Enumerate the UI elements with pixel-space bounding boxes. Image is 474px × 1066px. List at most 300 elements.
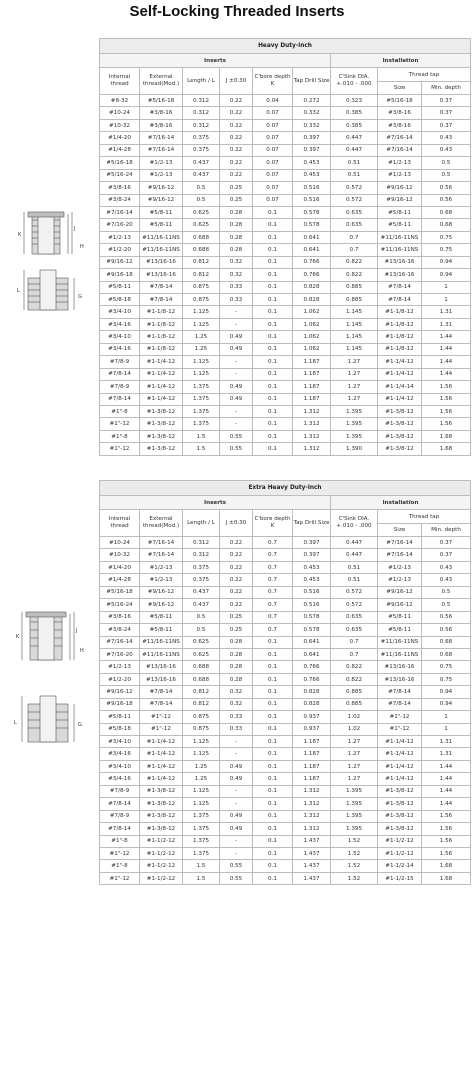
table-cell: 1.44 <box>422 343 471 355</box>
table-cell: 0.1 <box>253 269 293 281</box>
col-header-cbore: C'bore depth K <box>253 68 293 95</box>
table-cell: 0.22 <box>220 574 253 586</box>
table-cell: 0.578 <box>293 624 331 636</box>
table-cell: 0.578 <box>293 219 331 231</box>
col-header-external-thread: External thread(Mod.) <box>140 68 183 95</box>
table-cell: 0.55 <box>220 443 253 455</box>
table-cell: 0.688 <box>183 244 220 256</box>
table-cell: #7/16-14 <box>140 144 183 156</box>
table-cell: 0.885 <box>331 281 378 293</box>
table-cell: #7/8-14 <box>378 281 422 293</box>
table-cell: 0.635 <box>331 219 378 231</box>
table-cell: 0.1 <box>253 686 293 698</box>
table-cell: #1-3/8-12 <box>140 785 183 797</box>
table-cell: 1.375 <box>183 418 220 430</box>
table-cell: 0.32 <box>220 269 253 281</box>
table-cell: #1-1/2-12 <box>140 860 183 872</box>
table-cell: 0.56 <box>422 611 471 623</box>
table-cell: 1.187 <box>293 773 331 785</box>
table-cell: #7/16-14 <box>140 549 183 561</box>
table-cell: #1-1/4-12 <box>378 368 422 380</box>
col-header-cbore: C'bore depth K <box>253 510 293 537</box>
table-cell: 0.635 <box>331 206 378 218</box>
table-row <box>100 760 471 772</box>
table-row <box>100 206 471 218</box>
table-cell: #1-1/4-12 <box>140 748 183 760</box>
table-row <box>100 698 471 710</box>
table-cell: 1.375 <box>183 835 220 847</box>
table-cell: 0.828 <box>293 281 331 293</box>
table-row <box>100 798 471 810</box>
table-cell: #3/8-16 <box>140 107 183 119</box>
table-cell: #7/8-14 <box>140 698 183 710</box>
table-cell: 0.75 <box>422 673 471 685</box>
table-cell: #7/16-14 <box>378 144 422 156</box>
table-cell: 0.37 <box>422 95 471 107</box>
table-cell: #5/16-18 <box>378 95 422 107</box>
table-cell: 0.28 <box>220 244 253 256</box>
table-cell: #1"-12 <box>100 418 140 430</box>
table-cell: 0.22 <box>220 561 253 573</box>
table-cell: 0.1 <box>253 418 293 430</box>
table-cell: 0.875 <box>183 281 220 293</box>
table-cell: #9/16-12 <box>378 194 422 206</box>
table-cell: 1.395 <box>331 798 378 810</box>
table-cell: 1.187 <box>293 760 331 772</box>
table-cell: - <box>220 736 253 748</box>
table-cell: 0.635 <box>331 611 378 623</box>
table-cell: 0.22 <box>220 144 253 156</box>
table-cell: 0.1 <box>253 306 293 318</box>
table-cell: #1-1/8-12 <box>378 306 422 318</box>
table-cell: 0.828 <box>293 698 331 710</box>
table-cell: 1.062 <box>293 306 331 318</box>
table-cell: 0.1 <box>253 723 293 735</box>
table-cell: 0.94 <box>422 256 471 268</box>
table-row <box>100 256 471 268</box>
table-cell: #1-1/4-12 <box>140 368 183 380</box>
table-cell: 0.812 <box>183 686 220 698</box>
table-cell: 0.7 <box>253 586 293 598</box>
table-cell: 1.062 <box>293 318 331 330</box>
dim-label-j: J <box>76 628 78 634</box>
table-cell: 0.641 <box>293 648 331 660</box>
table-cell: #1/2-13 <box>100 231 140 243</box>
table-row <box>100 611 471 623</box>
table-cell: 0.04 <box>253 95 293 107</box>
table-cell: 0.43 <box>422 132 471 144</box>
table-cell: #5/8-11 <box>100 711 140 723</box>
table-cell: 0.828 <box>293 686 331 698</box>
dim-label-h: H <box>80 648 84 654</box>
table-cell: 0.572 <box>331 194 378 206</box>
table-cell: 1.062 <box>293 343 331 355</box>
table-cell: #10-24 <box>100 107 140 119</box>
table-cell: #9/16-12 <box>140 182 183 194</box>
table-cell: #3/8-16 <box>378 107 422 119</box>
table-cell: 0.1 <box>253 244 293 256</box>
table-cell: 1.25 <box>183 343 220 355</box>
table-cell: 0.578 <box>293 206 331 218</box>
table-cell: 0.385 <box>331 119 378 131</box>
table-cell: #1-3/8-12 <box>140 443 183 455</box>
col-header-csink: C'Sink DIA. +.010 - .000 <box>331 510 378 537</box>
table-row <box>100 636 471 648</box>
table-cell: 0.49 <box>220 773 253 785</box>
table-cell: 0.312 <box>183 107 220 119</box>
table-cell: #1/2-13 <box>378 157 422 169</box>
table-cell: 0.43 <box>422 144 471 156</box>
page-title: Self-Locking Threaded Inserts <box>129 3 345 20</box>
group-header-installation: Installation <box>331 54 471 68</box>
table-cell: 0.375 <box>183 144 220 156</box>
table-cell: 0.885 <box>331 294 378 306</box>
table-cell: 1.125 <box>183 748 220 760</box>
table-cell: 0.1 <box>253 661 293 673</box>
table-cell: 0.1 <box>253 711 293 723</box>
table-cell: - <box>220 418 253 430</box>
table-cell: 1.56 <box>422 381 471 393</box>
table-cell: 0.25 <box>220 182 253 194</box>
table-cell: 0.22 <box>220 107 253 119</box>
table-cell: 0.1 <box>253 798 293 810</box>
table-cell: #13/16-16 <box>140 661 183 673</box>
table-cell: #1-3/8-12 <box>378 443 422 455</box>
table-cell: #7/8-14 <box>100 393 140 405</box>
table-cell: 0.75 <box>422 661 471 673</box>
table-cell: 1.312 <box>293 405 331 417</box>
table-cell: #1"-8 <box>100 430 140 442</box>
table-cell: 0.1 <box>253 673 293 685</box>
table-cell: 0.22 <box>220 119 253 131</box>
table-cell: 0.453 <box>293 561 331 573</box>
table-row <box>100 860 471 872</box>
table-cell: #13/16-16 <box>140 269 183 281</box>
table-cell: 1.56 <box>422 418 471 430</box>
table-row <box>100 119 471 131</box>
table-cell: 0.5 <box>422 169 471 181</box>
table-cell: 1.27 <box>331 393 378 405</box>
table-cell: #11/16-11NS <box>378 636 422 648</box>
table-cell: 1.125 <box>183 368 220 380</box>
table-cell: #1"-8 <box>100 860 140 872</box>
table-cell: 1.062 <box>293 331 331 343</box>
table-cell: #3/4-16 <box>100 343 140 355</box>
table-cell: 1.375 <box>183 393 220 405</box>
dim-label-j: J <box>74 226 76 232</box>
table-cell: 0.07 <box>253 119 293 131</box>
table-cell: 0.49 <box>220 823 253 835</box>
table-cell: 0.68 <box>422 206 471 218</box>
table-cell: 0.332 <box>293 119 331 131</box>
table-cell: 1.68 <box>422 860 471 872</box>
table-cell: #5/8-11 <box>378 219 422 231</box>
table-cell: #5/8-11 <box>140 219 183 231</box>
table-cell: #1-3/8-12 <box>140 418 183 430</box>
group-header-inserts: Inserts <box>100 54 331 68</box>
table-cell: #1-3/8-12 <box>378 785 422 797</box>
table-cell: 0.7 <box>331 231 378 243</box>
table-row <box>100 872 471 884</box>
table-cell: #1-1/4-12 <box>140 393 183 405</box>
table-cell: #7/16-14 <box>378 132 422 144</box>
table-cell: #1"-12 <box>100 847 140 859</box>
table-cell: 0.28 <box>220 231 253 243</box>
table-row <box>100 443 471 455</box>
table-cell: 0.7 <box>253 574 293 586</box>
table-cell: 0.437 <box>183 599 220 611</box>
dim-label-k: K <box>18 232 22 238</box>
table-cell: 0.94 <box>422 698 471 710</box>
table-row <box>100 686 471 698</box>
table-cell: 0.312 <box>183 119 220 131</box>
col-header-size: Size <box>378 524 422 537</box>
table-cell: 0.625 <box>183 648 220 660</box>
table-cell: 1.187 <box>293 381 331 393</box>
table-cell: #3/8-16 <box>140 119 183 131</box>
table-cell: 0.1 <box>253 281 293 293</box>
col-header-length: Length / L <box>183 68 220 95</box>
table-cell: #7/8-9 <box>100 381 140 393</box>
table-cell: #5/16-18 <box>140 95 183 107</box>
table-cell: 0.51 <box>331 169 378 181</box>
table-cell: #1"-12 <box>378 711 422 723</box>
table-cell: 0.33 <box>220 294 253 306</box>
table-cell: 1.02 <box>331 711 378 723</box>
table-cell: 1.375 <box>183 847 220 859</box>
table-cell: 1.56 <box>422 835 471 847</box>
table-row <box>100 418 471 430</box>
table-cell: 0.32 <box>220 256 253 268</box>
table-cell: #7/8-9 <box>100 810 140 822</box>
table-cell: #1/2-13 <box>378 169 422 181</box>
table-row <box>100 810 471 822</box>
table-cell: #5/8-18 <box>100 723 140 735</box>
table-cell: #1/2-13 <box>140 157 183 169</box>
table-cell: 0.22 <box>220 157 253 169</box>
table-cell: 0.94 <box>422 686 471 698</box>
table-cell: #1-1/8-12 <box>378 331 422 343</box>
table-cell: 0.635 <box>331 624 378 636</box>
table-cell: 0.43 <box>422 574 471 586</box>
col-header-min-depth: Min. depth <box>422 524 471 537</box>
table-cell: 0.37 <box>422 549 471 561</box>
col-header-thread-tap: Thread tap <box>378 68 471 82</box>
table-cell: 0.22 <box>220 549 253 561</box>
table-row <box>100 599 471 611</box>
table-cell: #9/16-12 <box>140 194 183 206</box>
table-cell: 0.516 <box>293 586 331 598</box>
table-cell: 1.68 <box>422 443 471 455</box>
table-cell: 0.22 <box>220 169 253 181</box>
heavy-duty-table <box>99 38 471 456</box>
table-row <box>100 144 471 156</box>
table-cell: 1.27 <box>331 381 378 393</box>
table-cell: 0.625 <box>183 219 220 231</box>
table-cell: 1.395 <box>331 405 378 417</box>
table-cell: 1 <box>422 294 471 306</box>
table-row <box>100 182 471 194</box>
table-cell: 1.52 <box>331 847 378 859</box>
table-cell: 1.44 <box>422 368 471 380</box>
table-cell: 1.312 <box>293 810 331 822</box>
table-cell: 0.55 <box>220 860 253 872</box>
table-cell: 0.22 <box>220 132 253 144</box>
table-cell: #5/8-11 <box>378 611 422 623</box>
table-cell: #1-1/8-12 <box>378 318 422 330</box>
table-cell: 0.822 <box>331 256 378 268</box>
table-cell: #1-1/4-12 <box>378 736 422 748</box>
table-cell: 0.7 <box>253 549 293 561</box>
table-cell: 0.49 <box>220 810 253 822</box>
table-cell: #1-1/4-12 <box>140 356 183 368</box>
table-cell: 0.75 <box>422 231 471 243</box>
table-cell: #1-3/8-12 <box>378 810 422 822</box>
table-cell: - <box>220 405 253 417</box>
insert-diagram-extra <box>0 600 98 728</box>
table-cell: 1.187 <box>293 736 331 748</box>
table-cell: 0.49 <box>220 760 253 772</box>
table-cell: 0.1 <box>253 294 293 306</box>
table-cell: #5/16-18 <box>100 586 140 598</box>
table-cell: 0.453 <box>293 157 331 169</box>
table-cell: 1.375 <box>183 381 220 393</box>
table-cell: 1.437 <box>293 847 331 859</box>
table-cell: #5/8-11 <box>378 206 422 218</box>
table-cell: 1.125 <box>183 356 220 368</box>
table-cell: 0.33 <box>220 723 253 735</box>
table-cell: 0.28 <box>220 206 253 218</box>
table-cell: #1/4-28 <box>100 574 140 586</box>
table-cell: 0.07 <box>253 144 293 156</box>
table-cell: 0.641 <box>293 244 331 256</box>
table-cell: #3/8-16 <box>378 119 422 131</box>
table-cell: 0.516 <box>293 599 331 611</box>
table-cell: 0.437 <box>183 169 220 181</box>
table-row <box>100 95 471 107</box>
table-cell: 1.395 <box>331 785 378 797</box>
table-cell: #7/16-14 <box>140 537 183 549</box>
table-cell: #1/4-20 <box>100 561 140 573</box>
col-header-size: Size <box>378 82 422 95</box>
table-cell: 0.1 <box>253 356 293 368</box>
table-cell: 0.22 <box>220 95 253 107</box>
table-cell: 0.5 <box>183 611 220 623</box>
table-cell: 0.28 <box>220 636 253 648</box>
table-cell: 0.22 <box>220 586 253 598</box>
table-cell: 0.1 <box>253 748 293 760</box>
table-cell: 1.31 <box>422 318 471 330</box>
table-cell: 1.312 <box>293 443 331 455</box>
table-cell: #3/4-16 <box>100 773 140 785</box>
table-cell: #9/16-12 <box>140 599 183 611</box>
table-cell: 0.272 <box>293 95 331 107</box>
table-cell: #9/16-18 <box>100 269 140 281</box>
table-row <box>100 231 471 243</box>
table-cell: #1/2-13 <box>140 574 183 586</box>
table-cell: #13/16-16 <box>140 673 183 685</box>
table-row <box>100 430 471 442</box>
table-cell: 0.1 <box>253 847 293 859</box>
table-cell: - <box>220 798 253 810</box>
table-cell: 1.375 <box>183 823 220 835</box>
col-header-min-depth: Min. depth <box>422 82 471 95</box>
table-cell: #1"-8 <box>100 835 140 847</box>
table-cell: 1 <box>422 281 471 293</box>
table-cell: 1.312 <box>293 823 331 835</box>
table-cell: #1-1/2-12 <box>140 847 183 859</box>
table-cell: 0.51 <box>331 157 378 169</box>
table-cell: #1-3/8-12 <box>378 798 422 810</box>
table-cell: #1-1/8-12 <box>140 343 183 355</box>
table-cell: 0.397 <box>293 549 331 561</box>
table-cell: 0.572 <box>331 599 378 611</box>
col-header-thread-tap: Thread tap <box>378 510 471 524</box>
table-cell: #5/8-11 <box>100 281 140 293</box>
table-cell: 1.437 <box>293 872 331 884</box>
table-cell: #7/8-14 <box>140 686 183 698</box>
table-cell: 0.07 <box>253 132 293 144</box>
table-cell: 1.125 <box>183 318 220 330</box>
table-cell: - <box>220 748 253 760</box>
table-cell: 1.52 <box>331 835 378 847</box>
table-cell: 1.437 <box>293 835 331 847</box>
table-cell: 0.1 <box>253 736 293 748</box>
table-cell: 0.937 <box>293 711 331 723</box>
table-cell: 0.688 <box>183 661 220 673</box>
table-cell: 0.1 <box>253 318 293 330</box>
table-cell: 0.1 <box>253 810 293 822</box>
table-row <box>100 356 471 368</box>
table-cell: 0.1 <box>253 860 293 872</box>
table-cell: #1-1/8-12 <box>378 343 422 355</box>
table-cell: 0.1 <box>253 343 293 355</box>
table-cell: #1-3/8-12 <box>140 810 183 822</box>
table-cell: #1-3/8-12 <box>378 405 422 417</box>
table-cell: #3/4-10 <box>100 760 140 772</box>
table-cell: #1-1/2-15 <box>378 872 422 884</box>
table-cell: 1.312 <box>293 785 331 797</box>
table-row <box>100 343 471 355</box>
table-row <box>100 107 471 119</box>
table-cell: #1-1/4-12 <box>140 773 183 785</box>
table-cell: - <box>220 356 253 368</box>
table-cell: 1.44 <box>422 760 471 772</box>
table-cell: 1.25 <box>183 773 220 785</box>
table-row <box>100 673 471 685</box>
table-cell: 0.7 <box>253 624 293 636</box>
table-cell: 0.55 <box>220 430 253 442</box>
col-header-internal-thread: Internal thread <box>100 68 140 95</box>
col-header-tap-drill: Tap Drill Size <box>293 510 331 537</box>
table-cell: #7/16-14 <box>100 636 140 648</box>
table-cell: 0.323 <box>331 95 378 107</box>
table-row <box>100 561 471 573</box>
table-cell: 0.49 <box>220 393 253 405</box>
table-cell: 1.27 <box>331 736 378 748</box>
table-cell: 0.49 <box>220 343 253 355</box>
table-cell: #1-1/8-12 <box>140 331 183 343</box>
table-cell: #1-3/8-12 <box>378 418 422 430</box>
table-cell: #1-3/8-12 <box>140 823 183 835</box>
table-cell: 0.766 <box>293 256 331 268</box>
table-cell: 0.37 <box>422 107 471 119</box>
dim-label-g: G <box>78 722 82 728</box>
table-cell: #7/8-14 <box>378 294 422 306</box>
table-cell: 1.02 <box>331 723 378 735</box>
table-cell: 0.07 <box>253 194 293 206</box>
table-cell: #1"-12 <box>100 443 140 455</box>
